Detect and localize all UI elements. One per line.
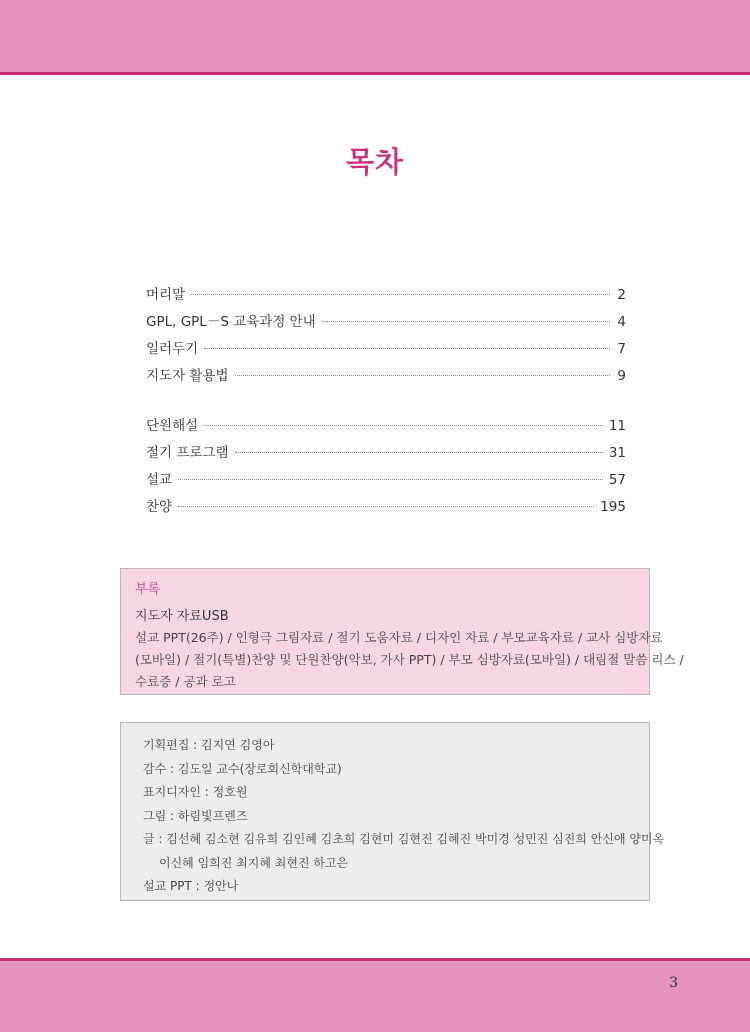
appendix-line: 설교 PPT(26주) / 인형극 그림자료 / 절기 도움자료 / 디자인 자료 / 부모교육자료 / 교사 심방자료 xyxy=(135,630,663,645)
credit-writers-continued: 이신혜 임희진 최지혜 최현진 하고은 xyxy=(159,855,349,870)
toc-entry-label: 지도자 활용법 xyxy=(146,368,229,384)
toc-entry-page: 2 xyxy=(617,287,626,303)
credit-sermon-ppt: 설교 PPT : 정안나 xyxy=(143,879,239,893)
toc-leader-dots xyxy=(178,479,603,480)
toc-leader-dots xyxy=(191,294,610,295)
toc-entry[interactable] xyxy=(146,364,626,391)
appendix-line: 수료증 / 공과 로고 xyxy=(135,674,236,689)
page-number: 3 xyxy=(669,975,678,991)
toc-entry-label: 머리말 xyxy=(146,287,186,303)
credit-writers: 글 : 김선혜 김소현 김유희 김인혜 김초희 김현미 김현진 김혜진 박미경 성민진 심진희 안신애 양미옥 xyxy=(143,832,665,846)
toc-entry-page: 57 xyxy=(608,472,626,488)
appendix-subheading: 지도자 자료USB xyxy=(135,609,229,624)
toc-leader-dots xyxy=(322,321,610,322)
toc-entry-page: 31 xyxy=(608,445,626,461)
toc-leader-dots xyxy=(178,506,594,507)
toc-leader-dots xyxy=(204,348,610,349)
credit-illustration: 그림 : 하림빛프렌즈 xyxy=(143,808,248,823)
toc-leader-dots xyxy=(204,425,603,426)
toc-entry[interactable] xyxy=(146,283,626,310)
toc-leader-dots xyxy=(235,375,610,376)
toc-entry-label: 절기 프로그램 xyxy=(146,445,229,461)
toc-entry-page: 9 xyxy=(617,368,626,384)
credits-box xyxy=(120,722,665,901)
toc-entry-label: 일러두기 xyxy=(146,341,199,357)
toc-entry-page: 4 xyxy=(617,314,626,330)
toc-entry-label: 찬양 xyxy=(146,499,173,515)
top-header-band xyxy=(0,0,750,75)
toc-entry[interactable] xyxy=(146,468,626,495)
toc-entry-page: 195 xyxy=(600,499,626,515)
credit-cover-design: 표지디자인 : 정호원 xyxy=(143,785,248,799)
toc-entry[interactable] xyxy=(146,441,626,468)
toc-entry-page: 7 xyxy=(617,341,626,357)
toc-entry[interactable] xyxy=(146,337,626,364)
toc-entry-label: 단원해설 xyxy=(146,418,199,434)
toc-group-2 xyxy=(146,414,626,522)
credit-supervision: 감수 : 김도일 교수(장로회신학대학교) xyxy=(143,761,342,776)
toc-entry[interactable] xyxy=(146,495,626,522)
appendix-box xyxy=(120,568,684,695)
toc-entry-label: GPL, GPL－S 교육과정 안내 xyxy=(146,314,316,330)
toc-entry-page: 11 xyxy=(608,418,626,434)
page-title: 목차 xyxy=(345,145,405,179)
credit-planning: 기획편집 : 김지연 김영아 xyxy=(143,738,275,752)
toc-entry-label: 설교 xyxy=(146,472,173,488)
toc-group-1 xyxy=(146,283,626,391)
toc-leader-dots xyxy=(235,452,603,453)
appendix-line: (모바일) / 절기(특별)찬양 및 단원찬양(악보, 가사 PPT) / 부모 심방자료(모바일) / 대림절 말씀 리스 / xyxy=(135,652,684,667)
appendix-heading: 부록 xyxy=(135,582,161,597)
toc-entry[interactable] xyxy=(146,414,626,441)
toc-entry[interactable] xyxy=(146,310,626,337)
bottom-footer-band xyxy=(0,958,750,1032)
